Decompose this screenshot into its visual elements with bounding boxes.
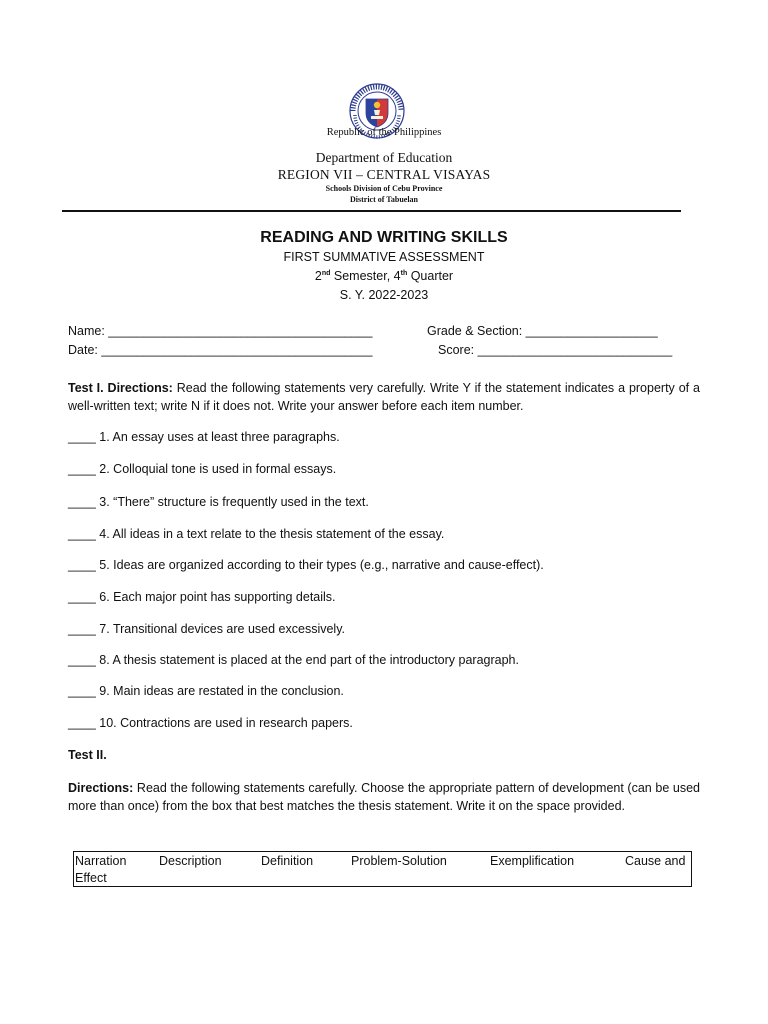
test1-item[interactable]: ____ 7. Transitional devices are used excessively. <box>68 622 346 636</box>
semester-number: 2 <box>314 269 322 283</box>
assessment-subtitle: FIRST SUMMATIVE ASSESSMENT <box>283 250 485 264</box>
grade-section-field[interactable]: Grade & Section: ___________________ <box>427 324 658 338</box>
choice-narration: Narration <box>75 854 127 868</box>
name-field[interactable]: Name: ______________________________________ <box>68 324 373 338</box>
test1-item[interactable]: ____ 1. An essay uses at least three paragraphs. <box>68 430 340 444</box>
score-field[interactable]: Score: ____________________________ <box>438 343 673 357</box>
choice-problem-solution: Problem-Solution <box>351 854 447 868</box>
test2-directions-text: Read the following statements carefully. Choose the appropriate pattern of development (can be used more than once) from the box that best matches the thesis statement. Write it on the space provided. <box>68 781 700 813</box>
test1-item[interactable]: ____ 5. Ideas are organized according to their types (e.g., narrative and cause-effect). <box>68 558 544 572</box>
pattern-choices-box <box>73 851 692 887</box>
test2-label: Directions: <box>68 781 134 795</box>
test1-directions-text: Read the following statements very carefully. Write Y if the statement indicates a property of a well-written text; write N if it does not. Write your answer before each item number. <box>68 381 700 413</box>
quarter-ordinal: th <box>400 269 408 277</box>
test1-item[interactable]: ____ 9. Main ideas are restated in the conclusion. <box>68 684 344 698</box>
test2-heading: Test II. <box>68 748 107 762</box>
choice-definition: Definition <box>261 854 314 868</box>
date-field[interactable]: Date: _______________________________________ <box>68 343 373 357</box>
department-line: Department of Education <box>315 150 453 165</box>
test1-label: Test I. Directions: <box>68 381 173 395</box>
choice-exemplification: Exemplification <box>490 854 575 868</box>
quarter-text: Quarter <box>407 269 454 283</box>
test1-item[interactable]: ____ 8. A thesis statement is placed at the end part of the introductory paragraph. <box>68 653 519 667</box>
choice-effect: Effect <box>75 871 107 885</box>
division-line: Schools Division of Cebu Province <box>325 184 443 193</box>
test1-item[interactable]: ____ 10. Contractions are used in research papers. <box>68 716 353 730</box>
test1-item[interactable]: ____ 4. All ideas in a text relate to the thesis statement of the essay. <box>68 527 445 541</box>
republic-line: Republic of the Philippines <box>326 127 442 138</box>
semester-quarter-line <box>0 269 768 283</box>
test1-item[interactable]: ____ 3. “There” structure is frequently used in the text. <box>68 495 369 509</box>
district-line: District of Tabuelan <box>349 195 418 204</box>
test1-item[interactable]: ____ 6. Each major point has supporting details. <box>68 590 336 604</box>
test1-directions <box>68 379 700 415</box>
semester-ordinal: nd <box>321 269 331 277</box>
choice-description: Description <box>159 854 222 868</box>
page-title: READING AND WRITING SKILLS <box>260 229 508 246</box>
test1-item[interactable]: ____ 2. Colloquial tone is used in formal essays. <box>68 462 337 476</box>
choice-cause-and: Cause and <box>625 854 686 868</box>
header-divider <box>62 210 681 212</box>
test2-directions <box>68 779 700 815</box>
region-line: REGION VII – CENTRAL VISAYAS <box>277 167 491 182</box>
semester-text: Semester, 4 <box>330 269 401 283</box>
school-year: S. Y. 2022-2023 <box>339 288 429 302</box>
